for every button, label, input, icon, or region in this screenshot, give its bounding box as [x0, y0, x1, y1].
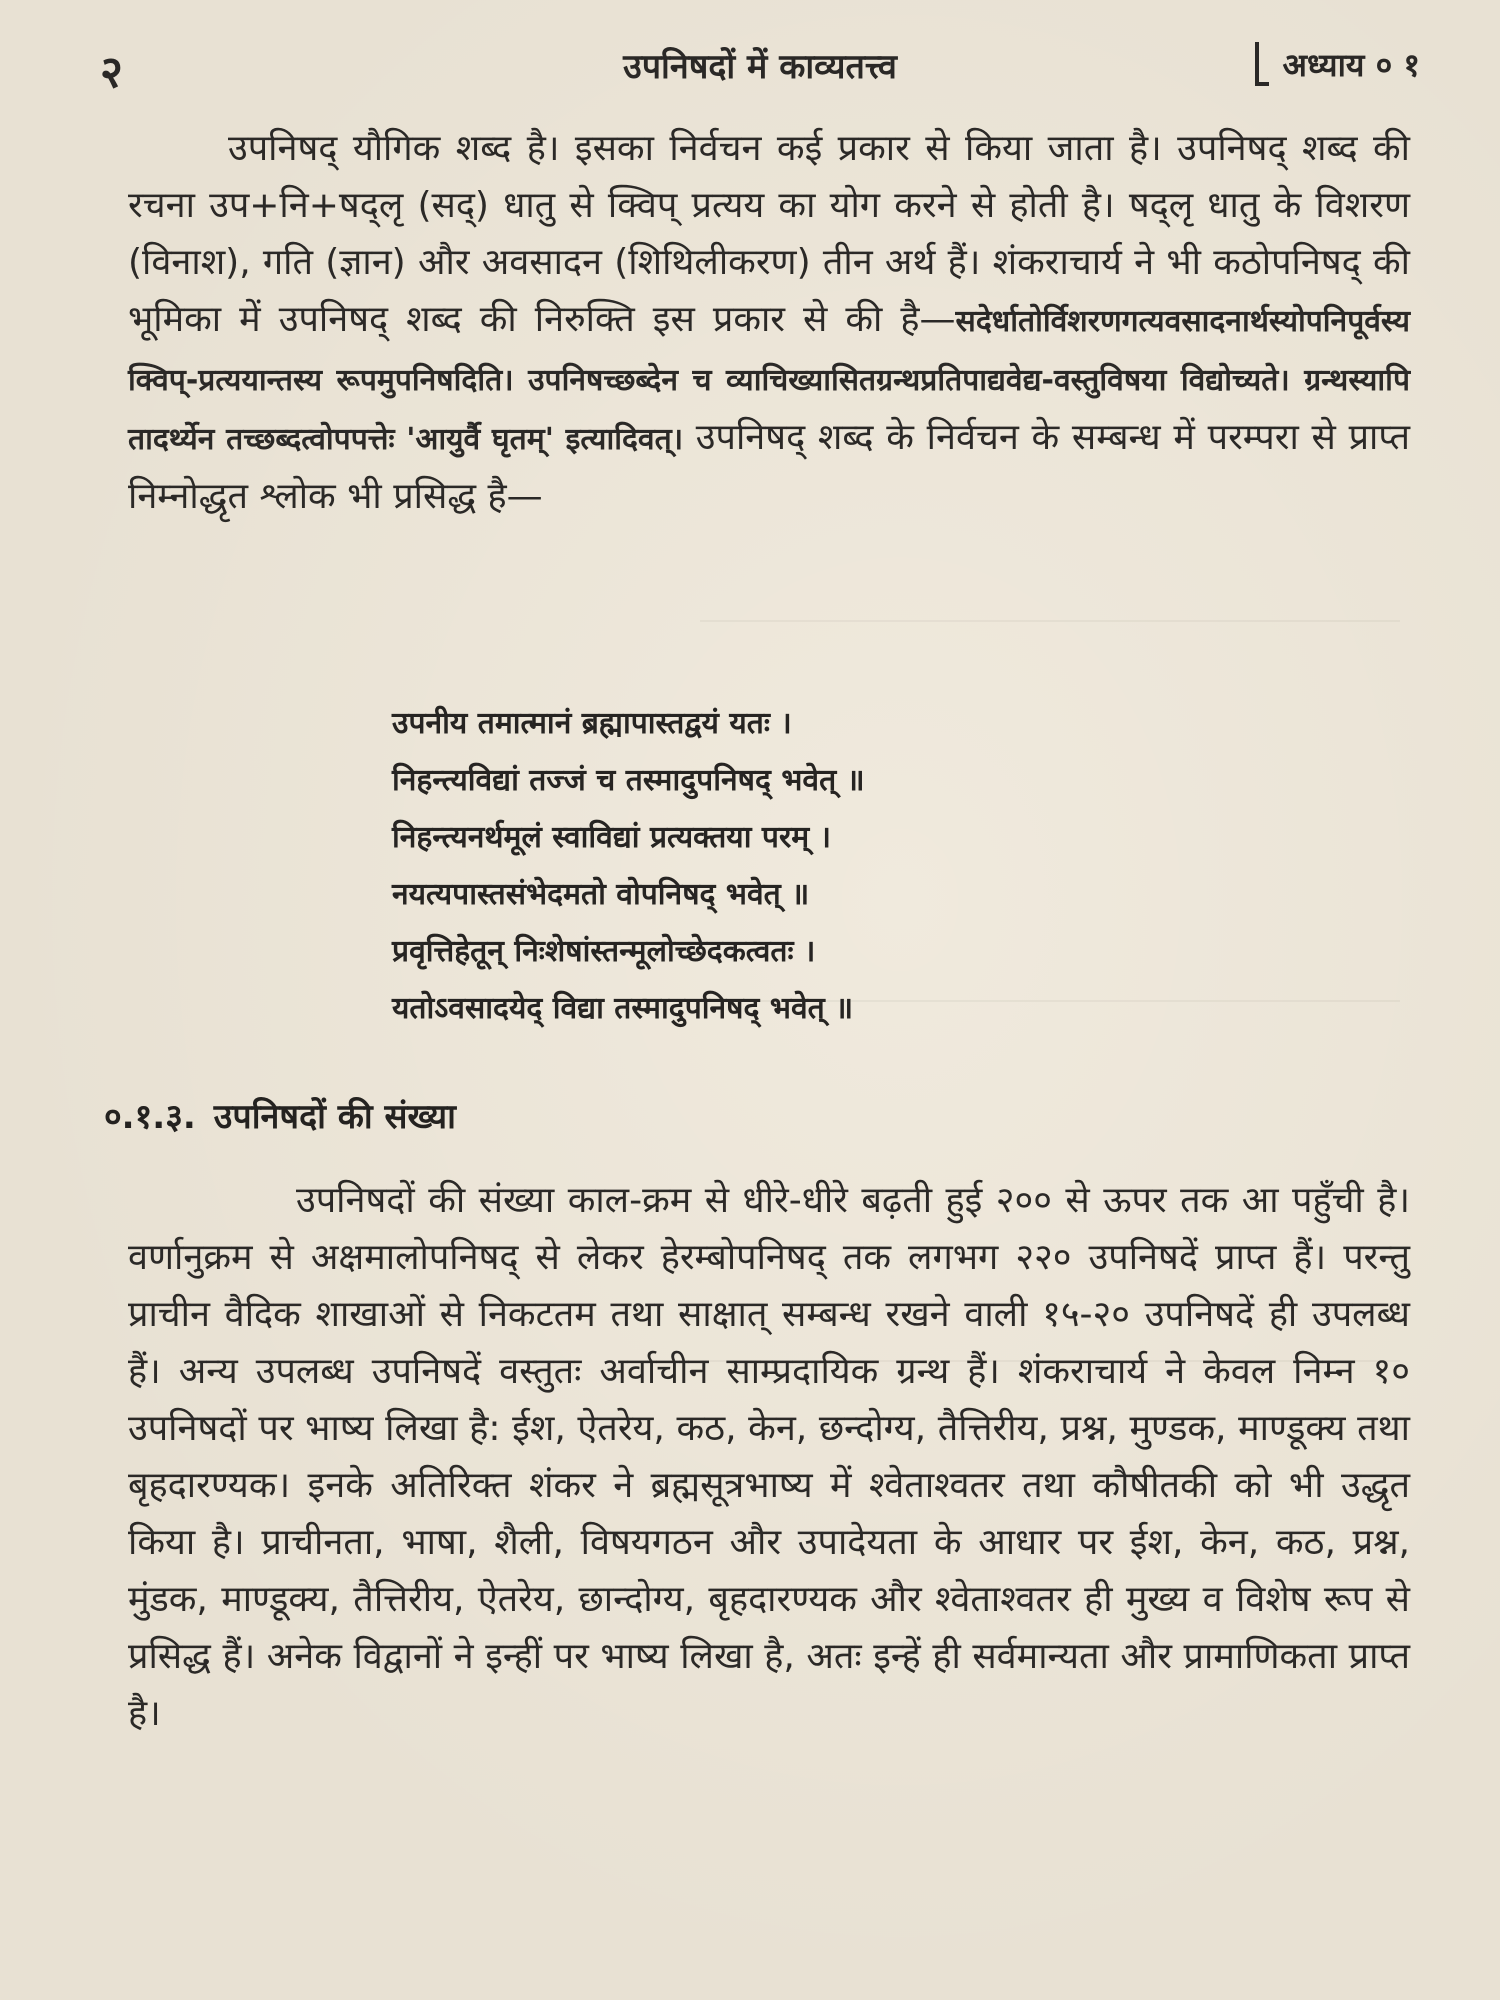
section-heading — [104, 1092, 474, 1138]
bleed-through-line — [700, 1360, 1400, 1362]
running-title: उपनिषदों में काव्यतत्त्व — [623, 47, 897, 87]
intro-paragraph — [128, 120, 1410, 525]
bleed-through-line — [700, 620, 1400, 622]
intro-text-after: उपनिषद् शब्द के निर्वचन के सम्बन्ध में परम्परा से प्राप्त निम्नोद्धृत श्लोक भी प्रसिद्ध है— — [128, 417, 1410, 517]
chapter-label: अध्याय ० १ — [1282, 45, 1420, 84]
section-title: उपनिषदों की संख्या — [213, 1097, 456, 1137]
page-header — [100, 40, 1420, 100]
intro-text: उपनिषद् यौगिक शब्द है। इसका निर्वचन कई प्रकार से किया जाता है। उपनिषद् शब्द की रचना उप+नि+षद्लृ (सद्) धातु से क्विप् प्रत्यय का योग करने से होती है। षद्लृ धातु के विशरण (विनाश), गति (ज्ञान) और अवसादन (शिथिलीकरण) तीन अर्थ हैं। शंकराचार्य ने भी कठोपनिषद् की भूमिका में उपनिषद् शब्द की निरुक्ति इस प्रकार से की है— — [128, 128, 1410, 340]
verse-line: निहन्त्यनर्थमूलं स्वाविद्यां प्रत्यक्तया परम् । — [392, 820, 831, 855]
chapter-mark — [1255, 42, 1420, 86]
verse-line: नयत्यपास्तसंभेदमतो वोपनिषद् भवेत् ॥ — [392, 877, 810, 912]
verse-line: उपनीय तमात्मानं ब्रह्मापास्तद्वयं यतः । — [392, 706, 792, 741]
verse-line: निहन्त्यविद्यां तज्जं च तस्मादुपनिषद् भवेत् ॥ — [392, 763, 865, 798]
sanskrit-quote: सदेर्धातोर्विशरणगत्यवसादनार्थस्योपनिपूर्वस्य क्विप्-प्रत्ययान्तस्य रूपमुपनिषदिति। उपनिषच्छब्देन च व्याचिख्यासितग्रन्थप्रतिपाद्यवेद्य-वस्तुविषया विद्योच्यते। ग्रन्थस्यापि तादर्थ्येन तच्छब्दत्वोपपत्तेः 'आयुर्वै घृतम्' इत्यादिवत्। — [128, 304, 1410, 457]
section-paragraph: उपनिषदों की संख्या काल-क्रम से धीरे-धीरे बढ़ती हुई २०० से ऊपर तक आ पहुँची है। वर्णानुक्रम से अक्षमालोपनिषद् से लेकर हेरम्बोपनिषद् तक लगभग २२० उपनिषदें प्राप्त हैं। परन्तु प्राचीन वैदिक शाखाओं से निकटतम तथा साक्षात् सम्बन्ध रखने वाली १५-२० उपनिषदें ही उपलब्ध हैं। अन्य उपलब्ध उपनिषदें वस्तुतः अर्वाचीन साम्प्रदायिक ग्रन्थ हैं। शंकराचार्य ने केवल निम्न १० उपनिषदों पर भाष्य लिखा है: ईश, ऐतरेय, कठ, केन, छन्दोग्य, तैत्तिरीय, प्रश्न, मुण्डक, माण्डूक्य तथा बृहदारण्यक। इनके अतिरिक्त शंकर ने ब्रह्मसूत्रभाष्य में श्वेताश्वतर तथा कौषीतकी को भी उद्धृत किया है। प्राचीनता, भाषा, शैली, विषयगठन और उपादेयता के आधार पर ईश, केन, कठ, प्रश्न, मुंडक, माण्डूक्य, तैत्तिरीय, ऐतरेय, छान्दोग्य, बृहदारण्यक और श्वेताश्वतर ही मुख्य व विशेष रूप से प्रसिद्ध हैं। अनेक विद्वानों ने इन्हीं पर भाष्य लिखा है, अतः इन्हें ही सर्वमान्यता और प्रामाणिकता प्राप्त है। — [128, 1180, 1410, 1734]
bleed-through-line — [700, 1000, 1400, 1002]
section-number: ०.१.३. — [104, 1097, 196, 1137]
verse-line: यतोऽवसादयेद् विद्या तस्मादुपनिषद् भवेत् ॥ — [392, 991, 854, 1026]
bracket-mark — [1255, 42, 1269, 86]
verse-block — [392, 695, 1142, 1037]
page-number: २ — [100, 47, 123, 98]
verse-line: प्रवृत्तिहेतून् निःशेषांस्तन्मूलोच्छेदकत्वतः । — [392, 934, 816, 969]
